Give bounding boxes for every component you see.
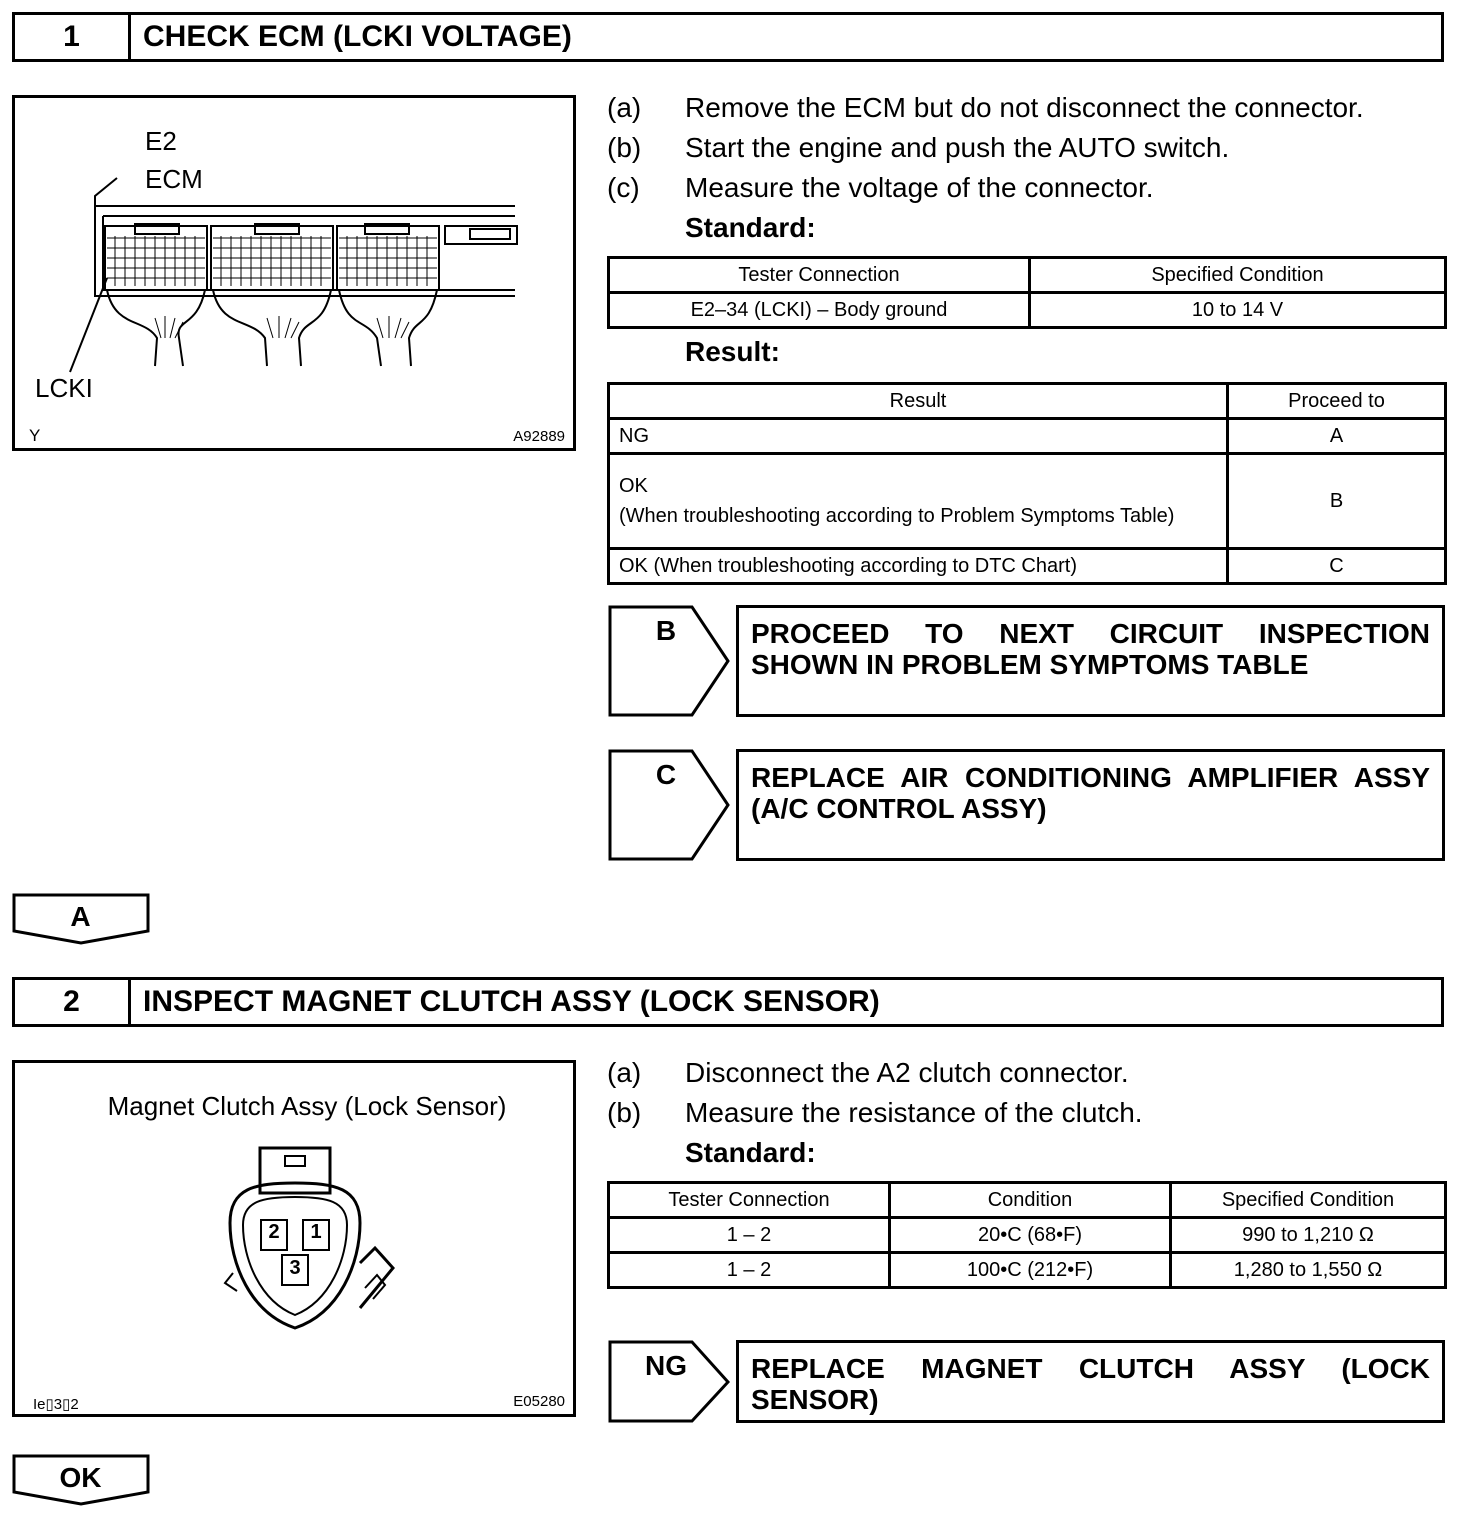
table-row <box>609 1218 1446 1253</box>
pin-1-label: 1 <box>310 1221 322 1243</box>
step-title: CHECK ECM (LCKI VOLTAGE) <box>143 20 572 53</box>
figure-corner-left: Ie▯3▯2 <box>33 1396 79 1413</box>
table-cell: OK (When troubleshooting according to DTC Chart) <box>609 549 1228 584</box>
table-cell: 1 – 2 <box>609 1253 890 1288</box>
table-cell: 20•C (68•F) <box>890 1218 1171 1253</box>
pin-3-label: 3 <box>289 1257 301 1279</box>
instruction-a: (a) Disconnect the A2 clutch connector. <box>607 1057 1129 1088</box>
branch-ng-action: REPLACE MAGNET CLUTCH ASSY (LOCK SENSOR) <box>736 1340 1445 1423</box>
instruction-a: (a) Remove the ECM but do not disconnect the connector. <box>607 92 1364 123</box>
table-cell: OK (When troubleshooting according to Problem Symptoms Table) <box>609 454 1228 549</box>
connector-illustration <box>15 1063 573 1415</box>
e2-label: E2 <box>145 126 177 156</box>
continue-tab-ok: OK <box>12 1454 149 1506</box>
table-cell: NG <box>609 419 1228 454</box>
pin-2-label: 2 <box>268 1221 280 1243</box>
step-1-standard-table <box>607 256 1447 329</box>
magnet-clutch-figure <box>12 1060 576 1417</box>
figure-id: A92889 <box>513 428 565 445</box>
step-1-result-table <box>607 382 1447 585</box>
table-cell: A <box>1228 419 1446 454</box>
table-cell: 100•C (212•F) <box>890 1253 1171 1288</box>
standard-label: Standard: <box>685 212 816 243</box>
branch-c-action: REPLACE AIR CONDITIONING AMPLIFIER ASSY (A/C CONTROL ASSY) <box>736 749 1445 861</box>
step-1-header <box>12 12 1444 62</box>
table-row <box>609 1253 1446 1288</box>
step-2-header <box>12 977 1444 1027</box>
branch-b-arrow <box>608 605 730 717</box>
figure-corner-left: Y <box>29 426 41 445</box>
branch-c-arrow <box>608 749 730 861</box>
ecm-connector-figure <box>12 95 576 451</box>
branch-ng-arrow <box>608 1340 730 1423</box>
ecm-label: ECM <box>145 164 203 194</box>
table-header-row <box>609 1183 1446 1218</box>
step-number: 1 <box>15 15 131 59</box>
table-cell: 990 to 1,210 Ω <box>1171 1218 1446 1253</box>
table-row <box>609 454 1446 549</box>
branch-code: NG <box>645 1350 687 1381</box>
step-2-standard-table <box>607 1181 1447 1289</box>
instruction-c: (c) Measure the voltage of the connector. <box>607 172 1154 203</box>
table-header-cell: Specified Condition <box>1030 258 1446 293</box>
branch-code: B <box>655 615 677 646</box>
step-number: 2 <box>15 980 131 1024</box>
ecm-connector-illustration <box>15 98 573 448</box>
instruction-b: (b) Start the engine and push the AUTO switch. <box>607 132 1230 163</box>
table-header-cell: Specified Condition <box>1171 1183 1446 1218</box>
table-header-cell: Proceed to <box>1228 384 1446 419</box>
table-header-row <box>609 258 1446 293</box>
table-cell: 1,280 to 1,550 Ω <box>1171 1253 1446 1288</box>
standard-label: Standard: <box>685 1137 816 1168</box>
figure-id: E05280 <box>513 1393 565 1410</box>
figure-caption: Magnet Clutch Assy (Lock Sensor) <box>107 1091 507 1121</box>
table-header-cell: Result <box>609 384 1228 419</box>
table-cell: E2–34 (LCKI) – Body ground <box>609 293 1030 328</box>
table-header-row <box>609 384 1446 419</box>
table-cell: B <box>1228 454 1446 549</box>
table-cell: C <box>1228 549 1446 584</box>
branch-b-action: PROCEED TO NEXT CIRCUIT INSPECTION SHOWN IN PROBLEM SYMPTOMS TABLE <box>736 605 1445 717</box>
table-header-cell: Tester Connection <box>609 258 1030 293</box>
table-header-cell: Condition <box>890 1183 1171 1218</box>
step-2-instructions <box>607 1053 1447 1173</box>
table-cell: 10 to 14 V <box>1030 293 1446 328</box>
lcki-label: LCKI <box>35 373 93 403</box>
instruction-b: (b) Measure the resistance of the clutch. <box>607 1097 1143 1128</box>
table-cell: 1 – 2 <box>609 1218 890 1253</box>
table-row <box>609 419 1446 454</box>
result-label: Result: <box>685 336 780 367</box>
table-row <box>609 293 1446 328</box>
table-row <box>609 549 1446 584</box>
step-1-instructions <box>607 88 1447 248</box>
continue-tab-a: A <box>12 893 149 945</box>
step-title: INSPECT MAGNET CLUTCH ASSY (LOCK SENSOR) <box>143 985 880 1018</box>
table-header-cell: Tester Connection <box>609 1183 890 1218</box>
branch-code: C <box>655 759 677 790</box>
